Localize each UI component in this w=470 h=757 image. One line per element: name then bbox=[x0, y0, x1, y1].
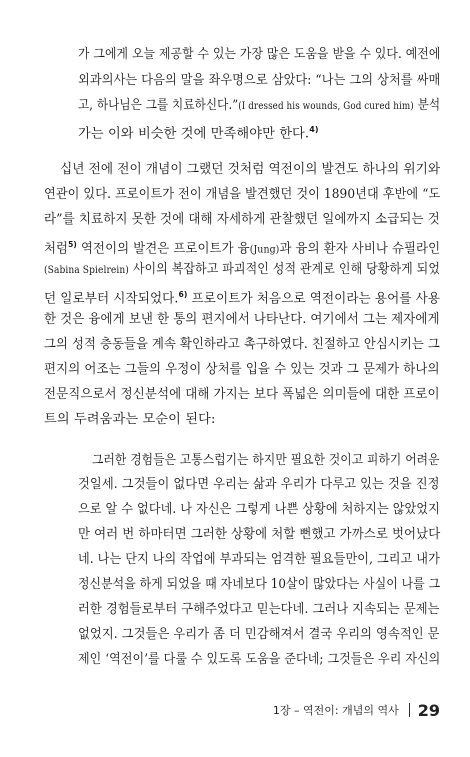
quote-line: 것일세. 그것들이 없다면 우리는 삶과 우리가 다루고 있는 것을 진정 bbox=[78, 477, 440, 492]
text-line bbox=[44, 286, 440, 308]
page-number: 29 bbox=[417, 700, 440, 720]
text-line: 라”를 치료하지 못한 것에 대해 자세하게 관찰했던 일에까지 소급되는 것 bbox=[44, 212, 440, 227]
text-line: 전문직으로서 정신분석에 대해 가지는 보다 폭넓은 의미들에 대한 프로이 bbox=[44, 387, 440, 402]
chapter-title: 1장 – 역전이: 개념의 역사 bbox=[272, 704, 399, 717]
text-line: 연관이 있다. 프로이트가 전이 개념을 발견했던 것이 1890년대 후반에 “도 bbox=[44, 187, 441, 202]
text-segment: 처럼 bbox=[44, 241, 69, 257]
text-line: 십년 전에 전이 개념이 그랬던 것처럼 역전이의 발견도 하나의 위기와 bbox=[60, 162, 441, 177]
quote-line: 없었지. 그것들은 우리가 좀 더 민감해져서 결국 우리의 영속적인 문 bbox=[78, 627, 440, 642]
footnote-ref: 5) bbox=[68, 240, 77, 249]
quote-line: 으로 알 수 없다네. 나 자신은 그렇게 나쁜 상황에 처하지는 않았었지 bbox=[78, 502, 440, 517]
text-line: 외과의사는 다음의 말을 좌우명으로 삼았다: “나는 그의 상처를 싸매 bbox=[78, 73, 441, 88]
text-segment: 가는 이와 비슷한 것에 만족해야만 한다. bbox=[78, 126, 310, 142]
footer-divider bbox=[409, 703, 410, 717]
text-segment: 프로이트가 처음으로 역전이라는 용어를 사용 bbox=[187, 291, 441, 307]
text-line: 트의 두려움과는 모순이 된다: bbox=[44, 412, 216, 427]
text-line: 한 것은 융에게 보낸 한 통의 편지에서 나타난다. 여기에서 그는 제자에게 bbox=[44, 312, 440, 327]
text-segment: 던 일로부터 시작되었다. bbox=[44, 291, 179, 307]
quote-line: 러한 경험들로부터 구해주었다고 믿는다네. 그러나 지속되는 문제는 bbox=[78, 602, 440, 617]
quote-line: 그러한 경험들은 고통스럽기는 하지만 필요한 것이고 피하기 어려운 bbox=[92, 453, 440, 468]
text-line: 그의 성적 충동들을 계속 확인하라고 촉구하였다. 친절하고 안심시키는 그 bbox=[44, 337, 440, 352]
text-segment: 역전이의 발견은 프로이트가 융 bbox=[76, 241, 250, 257]
english-quote: (I dressed his wounds, God cured him) bbox=[238, 101, 414, 112]
text-line bbox=[44, 236, 440, 259]
quote-line: 정신분석을 하게 되었을 때 자네보다 10살이 많았다는 사실이 나를 그 bbox=[78, 577, 441, 592]
quote-line: 네. 나는 단지 나의 작업에 부과되는 엄격한 필요들만이, 그리고 내가 bbox=[78, 552, 440, 567]
running-footer bbox=[273, 700, 440, 720]
quote-line: 제인 ‘역전이’를 다룰 수 있도록 도움을 준다네; 그것들은 우리 자신의 bbox=[78, 652, 441, 667]
text-line bbox=[78, 97, 440, 116]
english-name: (Jung) bbox=[249, 244, 280, 256]
text-line: 가 그에게 오늘 제공할 수 있는 가장 많은 도움을 받을 수 있다. 예전에 bbox=[78, 47, 441, 62]
text-segment: 고, 하나님은 그를 치료하신다.” bbox=[78, 98, 239, 113]
text-line bbox=[44, 261, 440, 280]
text-line bbox=[78, 121, 319, 143]
text-line: 편지의 어조는 그들의 우정이 상처를 입을 수 있는 것과 그 문제가 하나의 bbox=[44, 362, 440, 377]
text-segment: 과 융의 환자 사비나 슈필라인 bbox=[279, 241, 441, 257]
footnote-ref: 6) bbox=[178, 290, 188, 299]
text-segment: 사이의 복잡하고 파괴적인 성적 관계로 인해 당황하게 되었 bbox=[128, 262, 441, 277]
text-segment: 분석 bbox=[413, 98, 441, 113]
quote-line: 만 여러 번 하마터면 그러한 상황에 처할 뻔했고 가까스로 벗어났다 bbox=[78, 527, 441, 542]
english-name: (Sabina Spielrein) bbox=[44, 265, 129, 276]
footnote-ref: 4) bbox=[309, 125, 319, 134]
